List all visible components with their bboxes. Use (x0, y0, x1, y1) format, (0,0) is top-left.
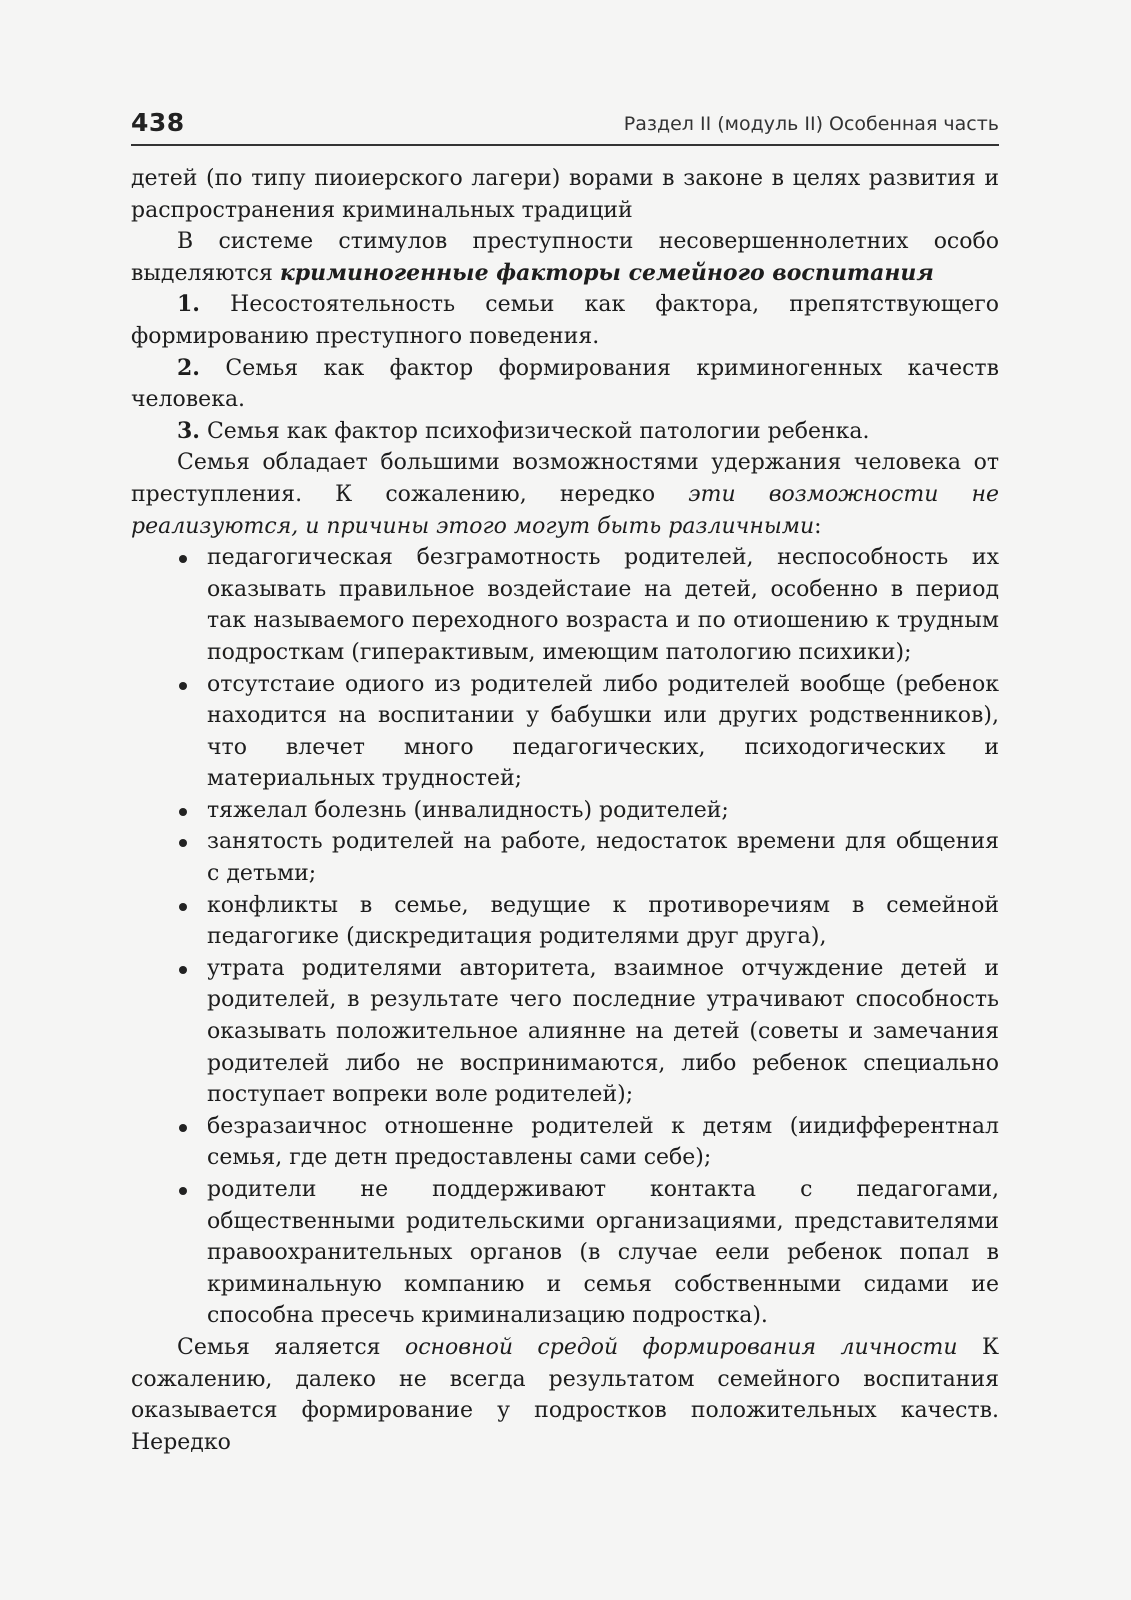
numbered-item-1 (131, 289, 999, 352)
running-title: Раздел II (модуль II) Особенная часть (623, 113, 999, 135)
bullet-icon (179, 808, 187, 816)
italic-text: основной средой формирования личности (404, 1334, 958, 1360)
paragraph-continuation: детей (по типу пиоиерского лагери) ворами в законе в целях развития и распространения криминальных традиций (131, 166, 999, 223)
bullet-icon (179, 1124, 187, 1132)
paragraph-text: Семья обладает большими возможностями удержания человека от преступления. К сожалению, нередко (131, 450, 999, 507)
paragraph-text: Семья яаляется (177, 1334, 405, 1360)
list-item-text: родители не поддерживают контакта с педагогами, общественными родительскими организациями, представителями правоохранительных органов (в случае еели ребенок попал в криминальную компанию и семья собственными сидами ие способна пресечь криминализацию подростка). (207, 1177, 999, 1329)
paragraph-text-end: К сожалению, далеко не всегда результатом семейного воспитания оказывается формирование у подростков положительных качеств. Нередко (131, 1334, 999, 1455)
paragraph-text: В системе стимулов преступности несовершеннолетних особо выделяются (131, 229, 999, 286)
paragraph-factors-intro (131, 226, 999, 289)
list-item-text: конфликты в семье, ведущие к противоречиям в семейной педагогике (дискредитация родителями друг друга), (207, 892, 999, 950)
item-text: Семья как фактор формирования криминогенных качеств человека. (131, 355, 999, 413)
emphasis-text: криминогенные факторы семейного воспитания (279, 259, 934, 286)
bullet-icon (179, 839, 187, 847)
list-item (207, 1174, 999, 1332)
numbered-item-3 (131, 416, 999, 448)
item-number: 1. (177, 291, 200, 318)
list-item-text: отсутстаие одиого из родителей либо родителей вообще (ребенок находится на воспитании у бабушки или других родственников), что влечет много педагогических, психодогических и материальных трудностей; (207, 671, 999, 792)
item-text: Семья как фактор психофизической патологии ребенка. (199, 418, 870, 444)
list-item-text: занятость родителей на работе, недостаток времени для общения с детьми; (207, 829, 999, 887)
bullet-icon (179, 903, 187, 911)
list-item (207, 826, 999, 889)
bullet-icon (179, 1187, 187, 1195)
page-number: 438 (131, 108, 185, 137)
list-item-text: тяжелал болезнь (инвалидность) родителей; (207, 797, 729, 823)
paragraph-family-environment (131, 1332, 999, 1458)
list-item (207, 953, 999, 1111)
bullet-icon (179, 682, 187, 690)
list-item-text: педагогическая безграмотность родителей, неспособность их оказывать правильное воздейстаие на детей, особенно в период так называемого переходного возраста и по отиошению к трудным подросткам (гиперактивым, имеющим патологию психики); (207, 545, 999, 665)
paragraph-text-end: : (814, 513, 822, 539)
list-item-text: утрата родителями авторитета, взаимное отчуждение детей и родителей, в результате чего последние утрачивают способность оказывать положительное алиянне на детей (советы и замечания родителей либо не воспринимаются, либо ребенок специально поступает вопреки воле родителей); (207, 955, 999, 1108)
list-item (207, 542, 999, 668)
item-number: 3. (177, 417, 200, 444)
list-item (207, 890, 999, 953)
page-body (131, 163, 999, 1458)
numbered-item-2 (131, 353, 999, 416)
item-text: Несостоятельность семьи как фактора, препятствующего формированию преступного поведения. (131, 292, 999, 349)
list-item (207, 795, 999, 827)
reasons-list (131, 542, 999, 1332)
italic-text: эти возможности не реализуются, и причины этого могут быть различными (131, 481, 999, 539)
list-item-text: безразаичнос отношенне родителей к детям (иидифферентнал семья, где детн предоставлены сами себе); (207, 1113, 999, 1171)
paragraph-family-possibilities (131, 447, 999, 542)
list-item (207, 1111, 999, 1174)
list-item (207, 669, 999, 795)
bullet-icon (179, 555, 187, 563)
bullet-icon (179, 966, 187, 974)
item-number: 2. (177, 354, 200, 381)
page-header (131, 108, 999, 146)
